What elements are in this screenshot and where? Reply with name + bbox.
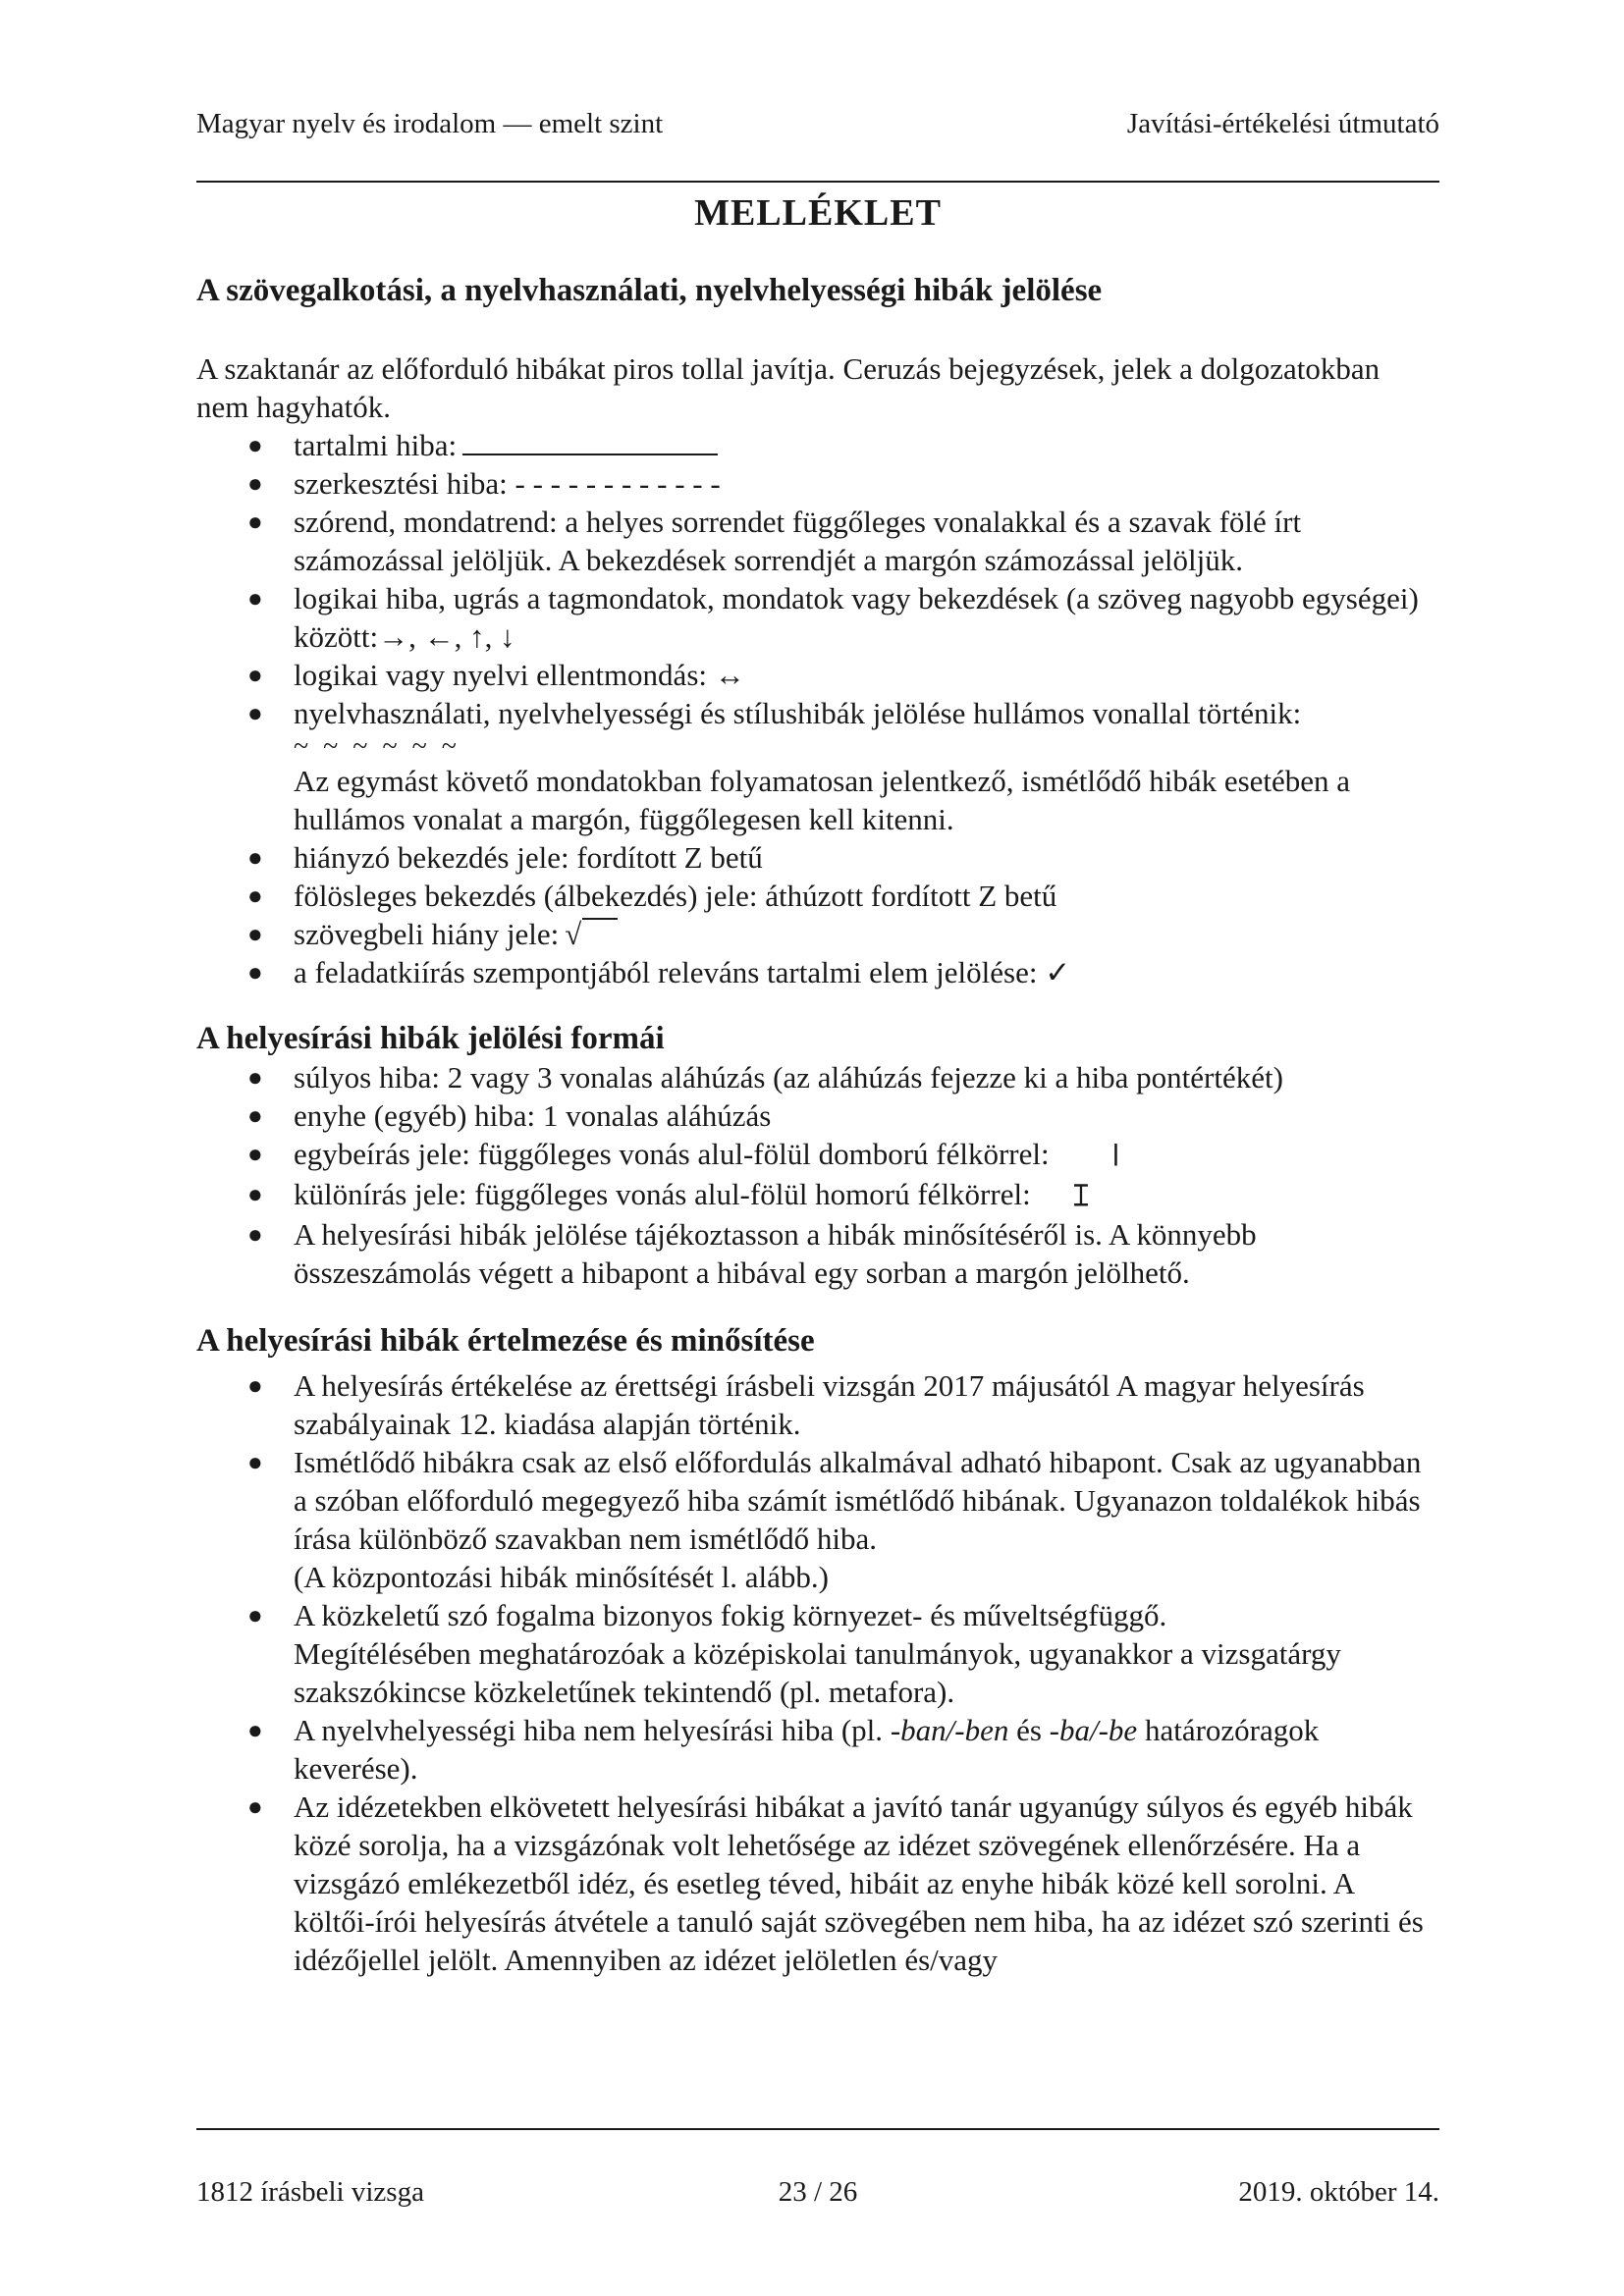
- list-item: ● súlyos hiba: 2 vagy 3 vonalas aláhúzás (az aláhúzás fejezze ki a hiba pontértékét): [247, 1060, 1283, 1095]
- join-mark-icon: Ⅰ: [1111, 1139, 1120, 1173]
- list-item: ● Az idézetekben elkövetett helyesírási hibákat a javító tanár ugyanúgy súlyos és egyéb hibák közé sorolja, ha a vizsgázónak volt lehetősége az idézet szövegének ellenőrzésére. Ha a vizsgázó emlékezetből idéz, és esetleg téved, hibáit az enyhe hibák közé kell sorolni. A költői-írói helyesírás átvétele a tanuló saját szövegében nem hiba, ha az idézet szó szerinti és idézőjellel jelölt. Amennyiben az idézet jelöletlen és/vagy: [247, 1789, 1424, 1977]
- page-header: [196, 108, 1439, 140]
- page-content: [196, 271, 1439, 1979]
- list-interpretation: [196, 1366, 1439, 1979]
- list-item: ● a feladatkiírás szempontjából releváns tartalmi elem jelölése: ✓: [247, 955, 1071, 989]
- list-marks: [196, 426, 1439, 991]
- root-icon: √: [565, 915, 621, 953]
- list-item: ● szövegbeli hiány jele: √: [196, 915, 1439, 953]
- section-heading: A szövegalkotási, a nyelvhasználati, nyelvhelyességi hibák jelölése: [196, 273, 1103, 308]
- split-mark-icon: Ɪ: [1073, 1179, 1089, 1213]
- footer-left: 1812 írásbeli vizsga: [196, 2176, 424, 2208]
- wavy-mark: ~ ~ ~ ~ ~ ~: [294, 731, 460, 762]
- document-page: [196, 0, 1439, 2296]
- list-item: ● Ismétlődő hibákra csak az első előfordulás alkalmával adható hibapont. Csak az ugyanabban a szóban előforduló megegyező hiba számít ismétlődő hibának. Ugyanazon toldalékok hibás írása különböző szavakban nem ismétlődő hiba. (A központozási hibák minősítését l. alább.): [247, 1445, 1422, 1594]
- page-number: 23 / 26: [778, 2176, 858, 2208]
- check-icon: ✓: [1045, 955, 1071, 989]
- footer-rule: [196, 2128, 1439, 2130]
- page-title: MELLÉKLET: [694, 192, 942, 234]
- section-heading: A helyesírási hibák jelölési formái: [196, 1021, 665, 1056]
- list-item: ● enyhe (egyéb) hiba: 1 vonalas aláhúzás: [247, 1098, 772, 1133]
- list-item: ● egybeírás jele: függőleges vonás alul-fölül domború félkörrel: Ⅰ: [196, 1135, 1439, 1175]
- page-footer: [196, 2176, 1439, 2209]
- dashed-mark: - - - - - - - - - - - -: [514, 466, 721, 501]
- footer-right: 2019. október 14.: [1238, 2176, 1439, 2208]
- list-item: ● logikai hiba, ugrás a tagmondatok, mondatok vagy bekezdések (a szöveg nagyobb egységei) között:→, ←, ↑, ↓: [247, 581, 1419, 654]
- list-item: ● fölösleges bekezdés (álbekezdés) jele: áthúzott fordított Z betű: [247, 879, 1057, 913]
- list-item: ● nyelvhasználati, nyelvhelyességi és stílushibák jelölése hullámos vonallal történik: ~ ~ ~ ~ ~ ~ Az egymást követő mondatokban folyamatosan jelentkező, ismétlődő hibák esetében a hullámos vonalat a margón, függőlegesen kell kitenni.: [196, 694, 1439, 838]
- list-spelling-marks: [196, 1058, 1439, 1292]
- header-rule: [196, 181, 1439, 183]
- list-item: ● hiányzó bekezdés jele: fordított Z betű: [247, 840, 763, 875]
- list-item: ● különírás jele: függőleges vonás alul-fölül homorú félkörrel: Ɪ: [196, 1175, 1439, 1215]
- section-heading: A helyesírási hibák értelmezése és minősítése: [196, 1323, 815, 1359]
- list-item: ● A helyesírás értékelése az érettségi írásbeli vizsgán 2017 májusától A magyar helyesírás szabályainak 12. kiadása alapján történik.: [247, 1368, 1365, 1441]
- intro-paragraph: A szaktanár az előforduló hibákat piros tollal javítja. Ceruzás bejegyzések, jelek a dolgozatokban nem hagyhatók.: [196, 351, 1380, 424]
- list-item: ● logikai vagy nyelvi ellentmondás: ↔: [247, 658, 745, 692]
- list-item: ● tartalmi hiba:: [196, 426, 1439, 464]
- list-item: ● szórend, mondatrend: a helyes sorrendet függőleges vonalakkal és a szavak fölé írt számozással jelöljük. A bekezdések sorrendjét a margón számozással jelöljük.: [247, 505, 1302, 577]
- header-left: Magyar nyelv és irodalom — emelt szint: [196, 108, 664, 139]
- list-item: ● szerkesztési hiba: - - - - - - - - - - - -: [247, 466, 721, 501]
- underline-mark: [462, 428, 718, 455]
- list-item: ● A nyelvhelyességi hiba nem helyesírási hiba (pl. -ban/-ben és -ba/-be határozóragok keverése).: [247, 1713, 1320, 1786]
- header-right: Javítási-értékelési útmutató: [1126, 108, 1439, 139]
- list-item: ● A közkeletű szó fogalma bizonyos fokig környezet- és műveltségfüggő. Megítélésében meghatározóak a középiskolai tanulmányok, ugyanakkor a vizsgatárgy szakszókincse közkeletűnek tekintendő (pl. metafora).: [247, 1598, 1341, 1709]
- list-item: ● A helyesírási hibák jelölése tájékoztasson a hibák minősítéséről is. A könnyebb összeszámolás végett a hibapont a hibával egy sorban a margón jelölhető.: [247, 1217, 1257, 1290]
